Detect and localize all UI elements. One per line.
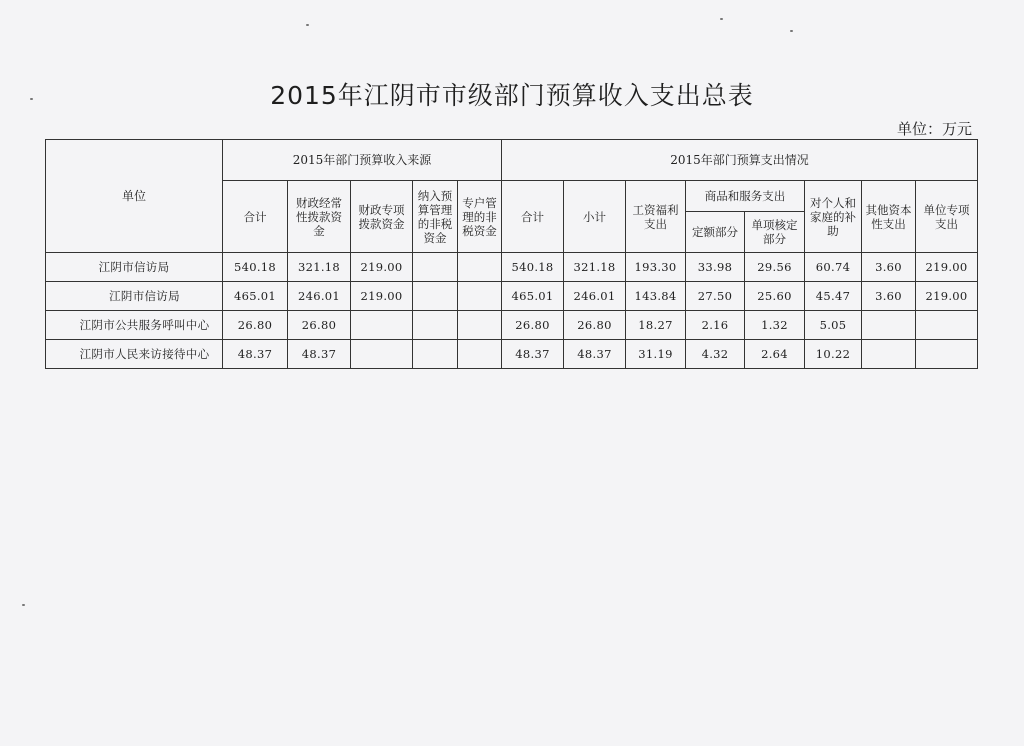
itemized: 1.32 [745,311,805,340]
budget-nontax [413,282,458,311]
itemized: 29.56 [745,253,805,282]
quota: 27.50 [686,282,745,311]
income-total: 465.01 [223,282,288,311]
capital: 3.60 [862,253,916,282]
budget-summary-table [45,139,978,369]
header-capital: 其他资本性支出 [862,181,916,253]
subsidy: 10.22 [805,340,862,369]
scan-speck [790,30,793,32]
wages: 193.30 [626,253,686,282]
capital [862,340,916,369]
scan-speck [30,98,33,100]
unit-name: 江阴市公共服务呼叫中心 [46,311,223,340]
income-total: 540.18 [223,253,288,282]
fiscal-regular: 321.18 [288,253,351,282]
header-row-groups [46,140,978,181]
header-special-nontax: 专户管理的非税资金 [458,181,502,253]
itemized: 2.64 [745,340,805,369]
table-row [46,253,978,282]
subsidy: 60.74 [805,253,862,282]
wages: 18.27 [626,311,686,340]
income-total: 26.80 [223,311,288,340]
fiscal-special [351,340,413,369]
expense-total: 48.37 [502,340,564,369]
header-unit-special: 单位专项支出 [916,181,978,253]
subtotal: 48.37 [564,340,626,369]
header-quota: 定额部分 [686,212,745,253]
unit-special: 219.00 [916,282,978,311]
fiscal-regular: 246.01 [288,282,351,311]
subtotal: 321.18 [564,253,626,282]
unit-special [916,340,978,369]
unit-special [916,311,978,340]
scan-speck [720,18,723,20]
capital [862,311,916,340]
unit-name: 江阴市人民来访接待中心 [46,340,223,369]
page-title: 2015年江阴市市级部门预算收入支出总表 [270,81,754,110]
table-row [46,340,978,369]
budget-nontax [413,253,458,282]
subsidy: 5.05 [805,311,862,340]
header-itemized: 单项核定部分 [745,212,805,253]
unit-name: 江阴市信访局 [46,282,223,311]
header-wages: 工资福利支出 [626,181,686,253]
expense-total: 540.18 [502,253,564,282]
wages: 31.19 [626,340,686,369]
expense-total: 26.80 [502,311,564,340]
special-nontax [458,311,502,340]
header-fiscal-regular: 财政经常性拨款资金 [288,181,351,253]
fiscal-regular: 26.80 [288,311,351,340]
header-expense-total: 合计 [502,181,564,253]
quota: 2.16 [686,311,745,340]
unit-name: 江阴市信访局 [46,253,223,282]
special-nontax [458,253,502,282]
itemized: 25.60 [745,282,805,311]
header-expense-group: 2015年部门预算支出情况 [502,140,978,181]
scan-speck [306,24,309,26]
table-row [46,311,978,340]
header-budget-nontax: 纳入预算管理的非税资金 [413,181,458,253]
expense-total: 465.01 [502,282,564,311]
special-nontax [458,282,502,311]
fiscal-special [351,311,413,340]
special-nontax [458,340,502,369]
unit-note: 单位：万元 [896,120,972,138]
fiscal-special: 219.00 [351,282,413,311]
fiscal-special: 219.00 [351,253,413,282]
header-subsidy: 对个人和家庭的补助 [805,181,862,253]
fiscal-regular: 48.37 [288,340,351,369]
header-unit: 单位 [46,140,223,253]
unit-special: 219.00 [916,253,978,282]
wages: 143.84 [626,282,686,311]
capital: 3.60 [862,282,916,311]
income-total: 48.37 [223,340,288,369]
header-income-total: 合计 [223,181,288,253]
table-row [46,282,978,311]
budget-nontax [413,311,458,340]
header-fiscal-special: 财政专项拨款资金 [351,181,413,253]
header-subtotal: 小计 [564,181,626,253]
subtotal: 246.01 [564,282,626,311]
subtotal: 26.80 [564,311,626,340]
scan-speck [22,604,25,606]
header-income-group: 2015年部门预算收入来源 [223,140,502,181]
budget-nontax [413,340,458,369]
subsidy: 45.47 [805,282,862,311]
header-goods-group: 商品和服务支出 [686,181,805,212]
quota: 33.98 [686,253,745,282]
quota: 4.32 [686,340,745,369]
